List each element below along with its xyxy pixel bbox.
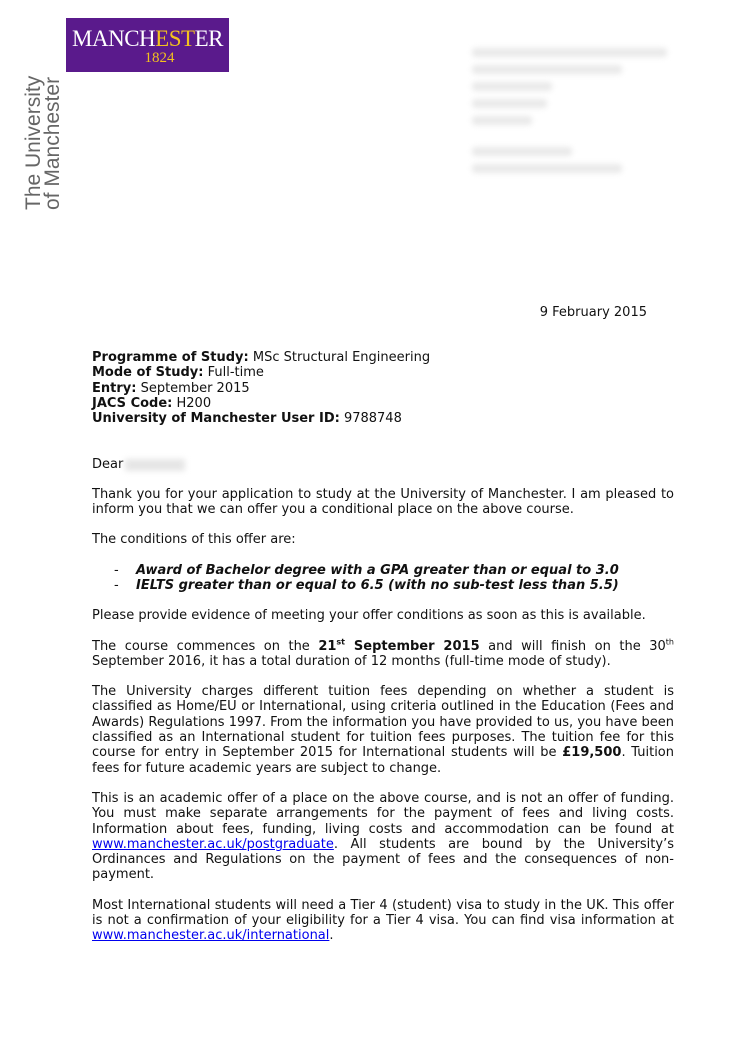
tuition-fee-amount: £19,500 [562,745,622,761]
paragraph-evidence: Please provide evidence of meeting your offer conditions as soon as this is available. [92,608,646,624]
end-day-suffix: th [665,637,674,647]
course-dates-pre: The course commences on the [92,638,319,654]
paragraph-intro: Thank you for your application to study at the University of Manchester. I am pleased to inform you that we can offer you a conditional place on the above course. [92,486,674,518]
university-logo [66,18,229,72]
logo-wordmark-part2: EST [155,26,195,51]
funding-text-post: . All students are bound by the University’s Ordinances and Regulations on the payment of fees and the consequences of non-payment. [92,836,674,883]
fees-text-pre: The University charges different tuition fees depending on whether a student is classified as Home/EU or International, using criteria outlined in the Education (Fees and Awards) Regulations 1997. From the information you have provided to us, you have been classified as an International student for tuition fees purposes. The tuition fee for this course for entry in September 2015 for International students will be [92,684,674,761]
recipient-name-redacted [125,459,185,471]
visa-text-pre: Most International students will need a Tier 4 (student) visa to study in the UK. This offer is not a confirmation of your eligibility for a Tier 4 visa. You can find visa information at [92,897,674,929]
letter-date: 9 February 2015 [539,305,647,320]
paragraph-fees [92,684,674,776]
detail-user-id [92,411,674,426]
salutation-text: Dear [92,457,124,473]
detail-mode [92,365,674,380]
conditions-list [92,563,674,594]
detail-label: Entry: [92,380,137,396]
condition-dash: - [114,562,119,578]
international-link[interactable]: www.manchester.ac.uk/international [92,928,330,944]
recipient-address-redacted [472,48,672,188]
condition-dash: - [114,577,119,593]
detail-value: September 2015 [136,380,250,396]
condition-item [114,563,674,578]
detail-label: JACS Code: [92,395,173,411]
paragraph-visa [92,898,674,944]
condition-text: Award of Bachelor degree with a GPA greater than or equal to 3.0 [136,562,619,578]
postgraduate-link[interactable]: www.manchester.ac.uk/postgraduate [92,836,334,852]
funding-text-pre: This is an academic offer of a place on the above course, and is not an offer of funding. You must make separate arrangements for the payment of fees and living costs. Information about fees, funding, living costs and accommodation can be found at [92,790,674,837]
visa-text-post: . [329,928,334,944]
university-name-line2: of Manchester [41,76,64,210]
university-name-line1: The University [22,75,45,210]
detail-value: H200 [172,395,212,411]
start-date [318,639,479,654]
letter-body [92,350,674,944]
start-day-suffix: st [336,637,346,647]
condition-item [114,578,674,593]
conditions-intro: The conditions of this offer are: [92,532,296,548]
logo-year: 1824 [144,50,175,66]
logo-wordmark-part3: ER [194,26,223,51]
condition-text: IELTS greater than or equal to 6.5 (with no sub-test less than 5.5) [136,577,619,593]
detail-value: 9788748 [339,411,402,427]
fees-text-post: . Tuition fees for future academic years are subject to change. [92,745,675,776]
paragraph-funding [92,791,674,883]
detail-programme [92,350,674,365]
detail-label: Mode of Study: [92,365,204,381]
salutation [92,457,674,472]
offer-details [92,350,674,426]
logo-wordmark-part1: MANCH [72,26,156,51]
start-day: 21 [318,638,337,654]
university-name-vertical [24,76,62,210]
detail-value: MSc Structural Engineering [248,350,431,365]
detail-label: Programme of Study: [92,350,249,365]
detail-entry [92,381,674,396]
detail-jacs [92,396,674,411]
course-dates-post: September 2016, it has a total duration of 12 months (full-time mode of study). [92,653,611,669]
detail-label: University of Manchester User ID: [92,411,340,427]
course-dates-mid: and will finish on the 30 [479,638,666,654]
logo-wordmark [66,27,229,51]
detail-value: Full-time [203,365,264,381]
start-month-year: September 2015 [345,638,480,654]
paragraph-course-dates [92,639,674,670]
